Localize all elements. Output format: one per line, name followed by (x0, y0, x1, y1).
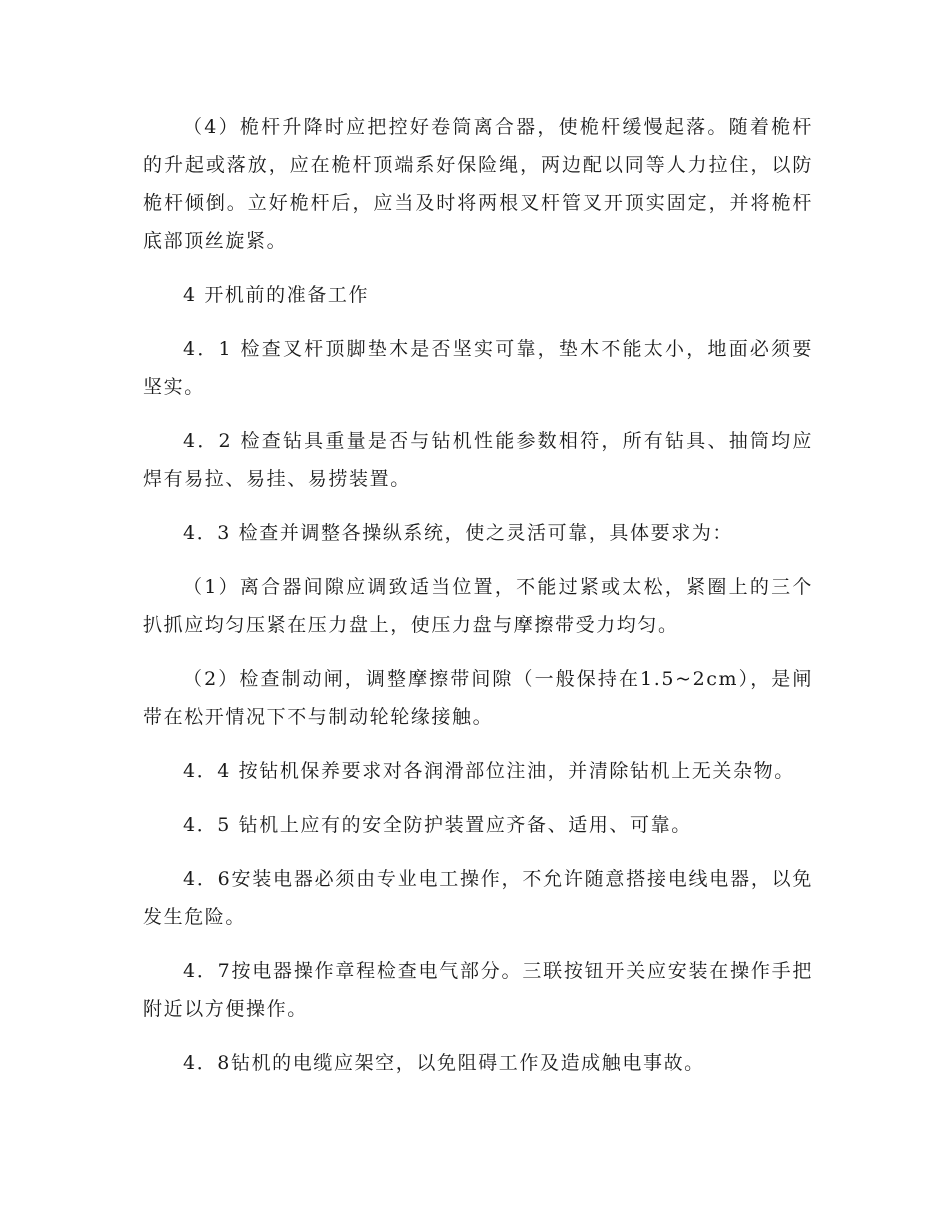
paragraph-4-5: 4．5 钻机上应有的安全防护装置应齐备、适用、可靠。 (183, 814, 692, 836)
paragraph-4-7: 4．7按电器操作章程检查电气部分。三联按钮开关应安装在操作手把附近以方便操作。 (143, 960, 813, 1020)
paragraph-4-8: 4．8钻机的电缆应架空，以免阻碍工作及造成触电事故。 (183, 1052, 705, 1074)
paragraph-mast-raising: （4）桅杆升降时应把控好卷筒离合器，使桅杆缓慢起落。随着桅杆的升起或落放，应在桅杆顶端系好保险绳，两边配以同等人力拉住，以防桅杆倾倒。立好桅杆后，应当及时将两根叉杆管叉开顶实固定，并将桅杆底部顶丝旋紧。 (143, 116, 813, 252)
paragraph-brake-check: （2）检查制动闸，调整摩擦带间隙（一般保持在1.5~2cm），是闸带在松开情况下不与制动轮轮缘接触。 (143, 668, 813, 728)
paragraph-4-4: 4．4 按钻机保养要求对各润滑部位注油，并清除钻机上无关杂物。 (183, 760, 795, 782)
section-heading-preparation: 4 开机前的准备工作 (183, 284, 370, 306)
paragraph-4-3: 4．3 检查并调整各操纵系统，使之灵活可靠，具体要求为： (183, 522, 734, 544)
paragraph-4-6: 4．6安装电器必须由专业电工操作，不允许随意搭接电线电器，以免发生危险。 (143, 868, 813, 928)
paragraph-4-2: 4．2 检查钻具重量是否与钻机性能参数相符，所有钻具、抽筒均应焊有易拉、易挂、易捞装置。 (143, 430, 813, 490)
paragraph-4-1: 4．1 检查叉杆顶脚垫木是否坚实可靠，垫木不能太小，地面必须要坚实。 (143, 338, 813, 398)
document-body (143, 108, 813, 1098)
paragraph-clutch-clearance: （1）离合器间隙应调致适当位置，不能过紧或太松，紧圈上的三个扒抓应均匀压紧在压力盘上，使压力盘与摩擦带受力均匀。 (143, 576, 813, 636)
